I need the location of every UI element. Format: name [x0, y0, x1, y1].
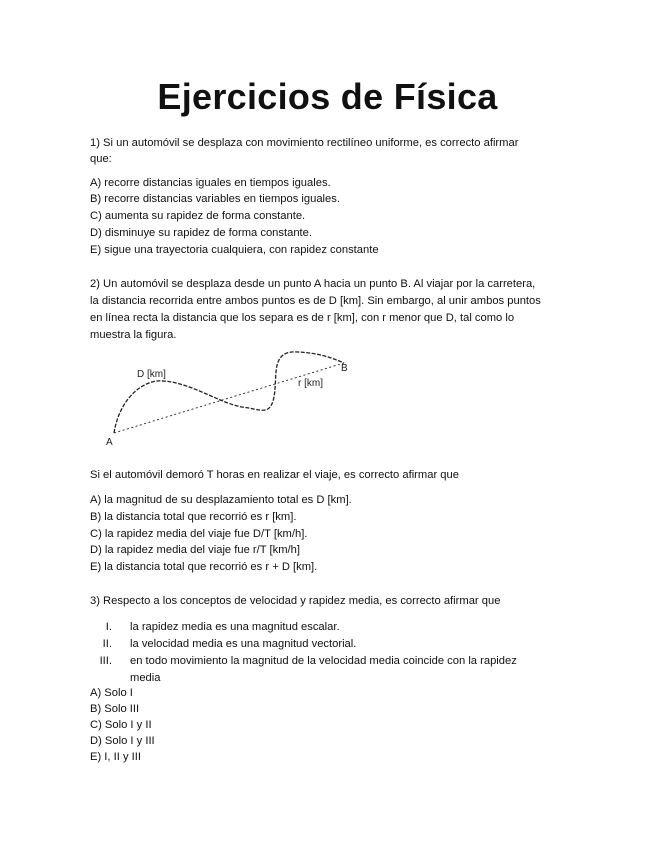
- q1-option-b: B) recorre distancias variables en tiempos iguales.: [90, 193, 340, 205]
- label-distance-d: D [km]: [137, 369, 166, 380]
- q1-option-d: D) disminuye su rapidez de forma constante.: [90, 227, 312, 239]
- q2-stem-line-2: la distancia recorrida entre ambos puntos es de D [km]. Sin embargo, al unir ambos puntos: [90, 295, 541, 307]
- q3-statement-text: la velocidad media es una magnitud vectorial.: [130, 638, 357, 650]
- q3-option-a: A) Solo I: [90, 687, 133, 699]
- q3-statement-number: I.: [105, 621, 112, 633]
- q3-statement-number: II.: [102, 638, 112, 650]
- road-path-curve: [114, 352, 344, 433]
- label-point-a: A: [106, 437, 113, 448]
- q2-option-d: D) la rapidez media del viaje fue r/T [km/h]: [90, 544, 300, 556]
- q2-option-a: A) la magnitud de su desplazamiento total es D [km].: [90, 494, 352, 506]
- route-figure: [100, 345, 360, 450]
- q2-question: Si el automóvil demoró T horas en realizar el viaje, es correcto afirmar que: [90, 469, 459, 481]
- page-title: Ejercicios de Física: [157, 76, 498, 117]
- q3-option-c: C) Solo I y II: [90, 719, 152, 731]
- q3-option-d: D) Solo I y III: [90, 735, 155, 747]
- label-distance-r: r [km]: [298, 378, 323, 389]
- q3-stem: 3) Respecto a los conceptos de velocidad y rapidez media, es correcto afirmar que: [90, 595, 501, 607]
- q1-option-c: C) aumenta su rapidez de forma constante.: [90, 210, 306, 222]
- q1-stem-line-1: 1) Si un automóvil se desplaza con movimiento rectilíneo uniforme, es correcto afirmar: [90, 137, 519, 149]
- q1-option-e: E) sigue una trayectoria cualquiera, con rapidez constante: [90, 244, 379, 256]
- q2-option-e: E) la distancia total que recorrió es r + D [km].: [90, 561, 318, 573]
- q1-stem-line-2: que:: [90, 153, 112, 165]
- q2-option-c: C) la rapidez media del viaje fue D/T [km/h].: [90, 528, 308, 540]
- q1-option-a: A) recorre distancias iguales en tiempos iguales.: [90, 177, 331, 189]
- q2-stem-line-4: muestra la figura.: [90, 329, 177, 341]
- q3-statement-text: en todo movimiento la magnitud de la velocidad media coincide con la rapidez: [130, 655, 517, 667]
- label-point-b: B: [341, 363, 348, 374]
- q3-statement-number: III.: [99, 655, 112, 667]
- q3-option-e: E) I, II y III: [90, 751, 141, 763]
- q3-statement-text: la rapidez media es una magnitud escalar.: [130, 621, 340, 633]
- q2-stem-line-3: en línea recta la distancia que los separa es de r [km], con r menor que D, tal como lo: [90, 312, 515, 324]
- q3-statement-text-continued: media: [130, 672, 161, 684]
- q2-option-b: B) la distancia total que recorrió es r [km].: [90, 511, 297, 523]
- q3-option-b: B) Solo III: [90, 703, 140, 715]
- q2-stem-line-1: 2) Un automóvil se desplaza desde un punto A hacia un punto B. Al viajar por la carretera,: [90, 278, 536, 290]
